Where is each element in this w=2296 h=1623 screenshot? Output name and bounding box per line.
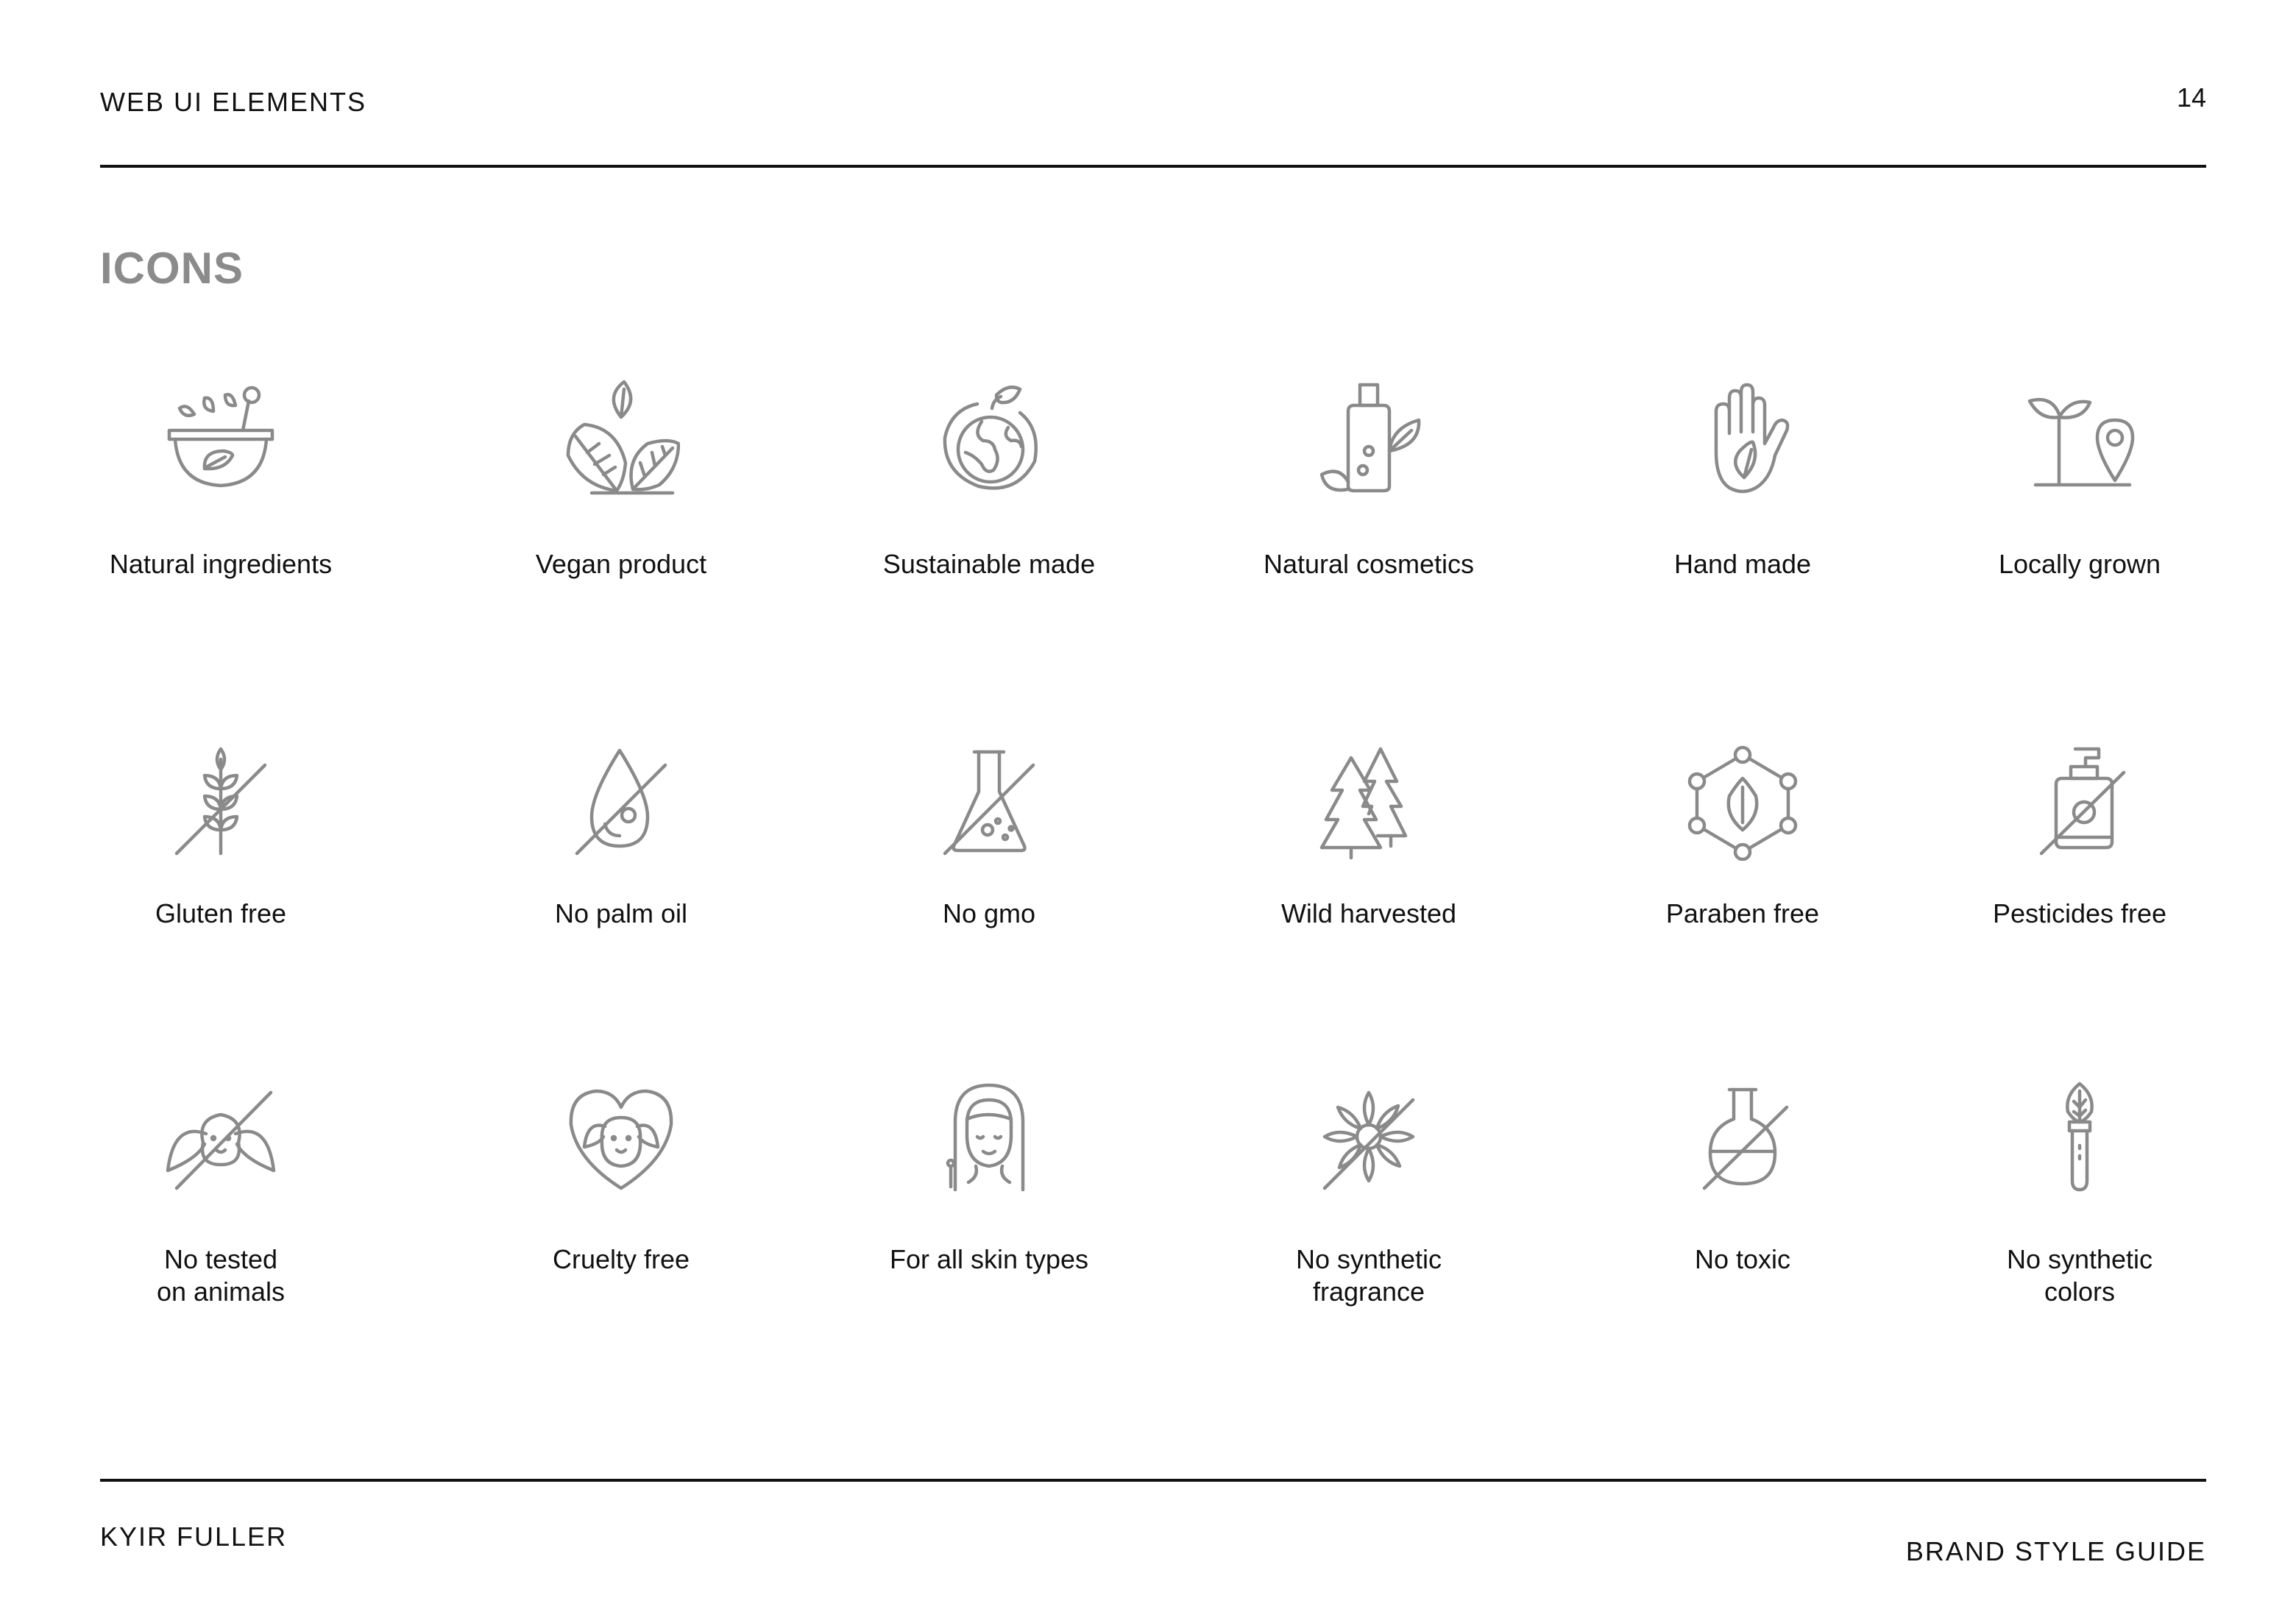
drop-crossed-icon [562, 743, 680, 861]
icon-tile [1859, 1078, 2296, 1387]
icon-label: Pesticides free [1992, 898, 2167, 928]
icon-label: Sustainable made [882, 549, 1096, 579]
icon-label: Locally grown [1998, 549, 2161, 579]
icon-label: Wild harvested [1280, 898, 1457, 928]
icon-label: No gmo [942, 898, 1036, 928]
sprout-location-icon [2021, 379, 2139, 497]
footer-author: KYIR FULLER [100, 1521, 288, 1552]
icon-label: For all skin types [889, 1244, 1089, 1274]
icon-tile [0, 743, 442, 1052]
round-flask-crossed-icon [1684, 1078, 1801, 1196]
heart-rabbit-icon [562, 1078, 680, 1196]
icon-tile [0, 379, 442, 688]
icons-section-heading: ICONS [100, 244, 244, 293]
woman-face-icon [930, 1078, 1048, 1196]
vegan-leaves-icon [562, 379, 680, 497]
icon-label: Cruelty free [552, 1244, 690, 1274]
test-tube-leaf-icon [2021, 1078, 2139, 1196]
spray-crossed-icon [2021, 743, 2139, 861]
footer-document-title: BRAND STYLE GUIDE [1905, 1536, 2206, 1566]
icon-label: No tested on animals [156, 1244, 286, 1307]
icon-tile [768, 743, 1210, 1052]
icon-tile [0, 1078, 442, 1387]
icon-label: Paraben free [1665, 898, 1820, 928]
trees-icon [1310, 743, 1428, 861]
icon-tile [768, 379, 1210, 688]
molecule-leaf-icon [1684, 743, 1801, 861]
icon-label: Gluten free [155, 898, 287, 928]
hand-leaf-icon [1684, 379, 1801, 497]
rabbit-crossed-icon [162, 1078, 280, 1196]
icon-label: No toxic [1694, 1244, 1791, 1274]
wheat-crossed-icon [162, 743, 280, 861]
icon-label: Natural ingredients [109, 549, 333, 579]
icon-label: No synthetic colors [2006, 1244, 2153, 1307]
cosmetic-bottle-icon [1310, 379, 1428, 497]
icon-label: Vegan product [535, 549, 707, 579]
mortar-herbs-icon [162, 379, 280, 497]
icon-tile [1859, 379, 2296, 688]
icon-tile [768, 1078, 1210, 1387]
icon-tile [1859, 743, 2296, 1052]
icon-label: Hand made [1673, 549, 1812, 579]
eco-globe-icon [930, 379, 1048, 497]
icon-label: No synthetic fragrance [1295, 1244, 1442, 1307]
icon-label: No palm oil [554, 898, 688, 928]
footer-divider [100, 1479, 2206, 1482]
flower-crossed-icon [1310, 1078, 1428, 1196]
icon-label: Natural cosmetics [1263, 549, 1475, 579]
flask-crossed-icon [930, 743, 1048, 861]
header-section-title: WEB UI ELEMENTS [100, 87, 367, 117]
page-number: 14 [2176, 82, 2206, 113]
